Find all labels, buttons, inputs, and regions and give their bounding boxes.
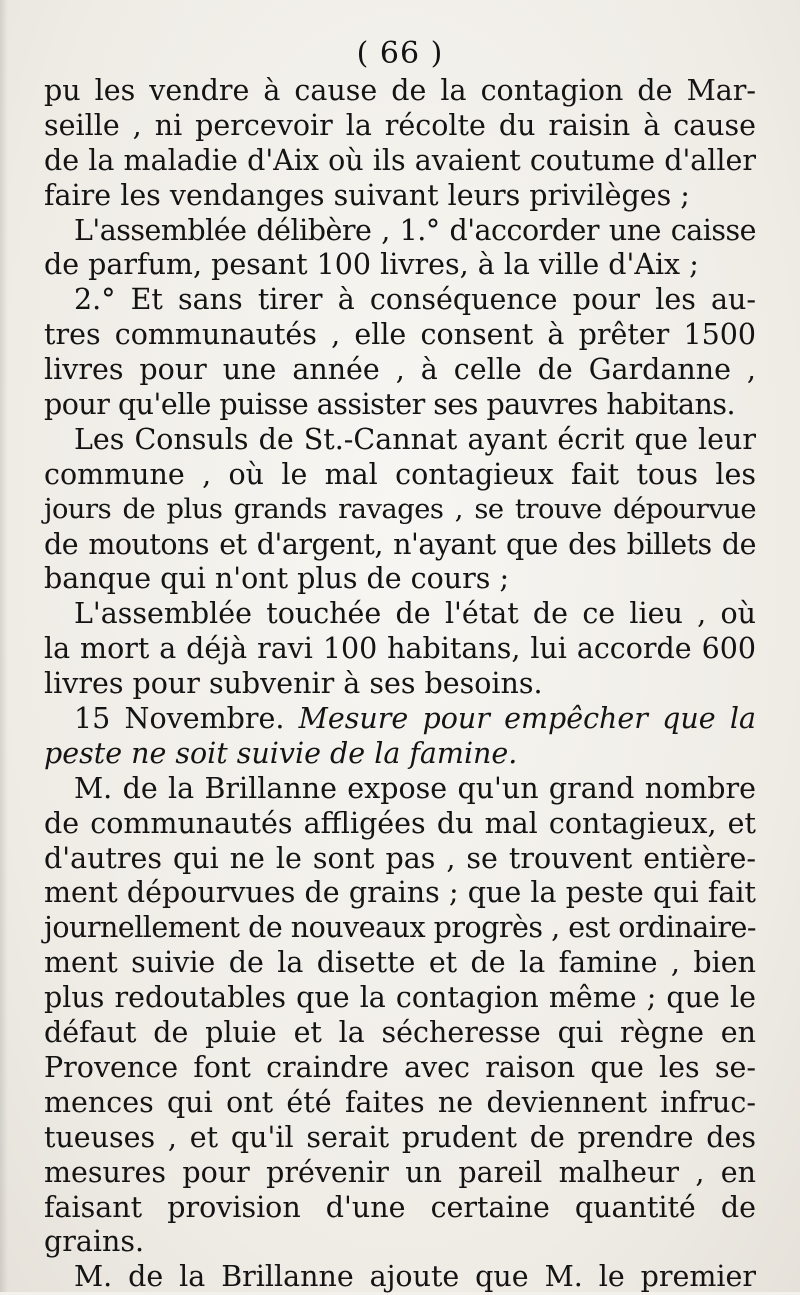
text-line: faire les vendanges suivant leurs privilèges ; — [44, 178, 690, 212]
text-line: peste ne soit suivie de la famine. — [44, 736, 518, 770]
text-line: défaut de pluie et la sécheresse qui règne en — [44, 1016, 756, 1050]
text-line: tueuses , et qu'il serait prudent de prendre des — [44, 1120, 756, 1154]
text-line: Les Consuls de St.-Cannat ayant écrit que leur — [74, 422, 756, 456]
text-line: M. de la Brillanne expose qu'un grand nombre — [74, 771, 756, 805]
text-line: grains. — [44, 1225, 145, 1259]
text-line: L'assemblée délibère , 1.° d'accorder une caisse — [74, 213, 756, 247]
text-line: faisant provision d'une certaine quantité de — [44, 1190, 756, 1224]
text-line: livres pour subvenir à ses besoins. — [44, 667, 543, 701]
text-line: commune , où le mal contagieux fait tous les — [44, 457, 756, 491]
text-line: pu les vendre à cause de la contagion de Mar- — [44, 74, 756, 107]
text-line — [44, 702, 756, 737]
text-line: mences qui ont été faites ne deviennent infruc- — [44, 1085, 756, 1119]
page-number: ( 66 ) — [356, 36, 444, 71]
text-line: M. de la Brillanne ajoute que M. le premier — [74, 1260, 756, 1294]
text-line: de parfum, pesant 100 livres, à la ville d'Aix ; — [44, 248, 699, 282]
text-line: de communautés affligées du mal contagieux, et — [44, 806, 756, 840]
text-line: 2.° Et sans tirer à conséquence pour les au- — [74, 283, 756, 317]
page-edge-shadow — [0, 0, 8, 1292]
text-line: tres communautés , elle consent à prêter 1500 — [44, 318, 756, 352]
text-line: seille , ni percevoir la récolte du raisin à cause — [44, 108, 756, 142]
text-line: de la maladie d'Aix où ils avaient coutume d'aller — [44, 143, 756, 177]
text-line: L'assemblée touchée de l'état de ce lieu , où — [74, 597, 756, 631]
text-line: de moutons et d'argent, n'ayant que des billets de — [44, 527, 756, 561]
text-line: pour qu'elle puisse assister ses pauvres habitans. — [44, 388, 736, 422]
text-line: ment suivie de la disette et de la famine , bien — [44, 946, 756, 980]
section-title: Mesure pour empêcher que la — [284, 702, 756, 736]
text-line: jours de plus grands ravages , se trouve dépourvue — [44, 493, 756, 525]
text-line: livres pour une année , à celle de Gardanne , — [44, 353, 756, 387]
text-line: plus redoutables que la contagion même ; que le — [44, 981, 756, 1015]
text-line: journellement de nouveaux progrès , est ordinaire- — [44, 911, 756, 945]
text-line: ment dépourvues de grains ; que la peste qui fait — [44, 876, 756, 910]
text-line: banque qui n'ont plus de cours ; — [44, 562, 510, 596]
body-text — [44, 74, 756, 1295]
text-line: la mort a déjà ravi 100 habitans, lui accorde 600 — [44, 632, 756, 666]
text-line: d'autres qui ne le sont pas , se trouvent entière- — [44, 841, 756, 875]
text-line: mesures pour prévenir un pareil malheur , en — [44, 1155, 756, 1189]
text-line: Provence font craindre avec raison que les se- — [44, 1050, 756, 1084]
margin-date: 15 Novembre. — [74, 702, 285, 736]
